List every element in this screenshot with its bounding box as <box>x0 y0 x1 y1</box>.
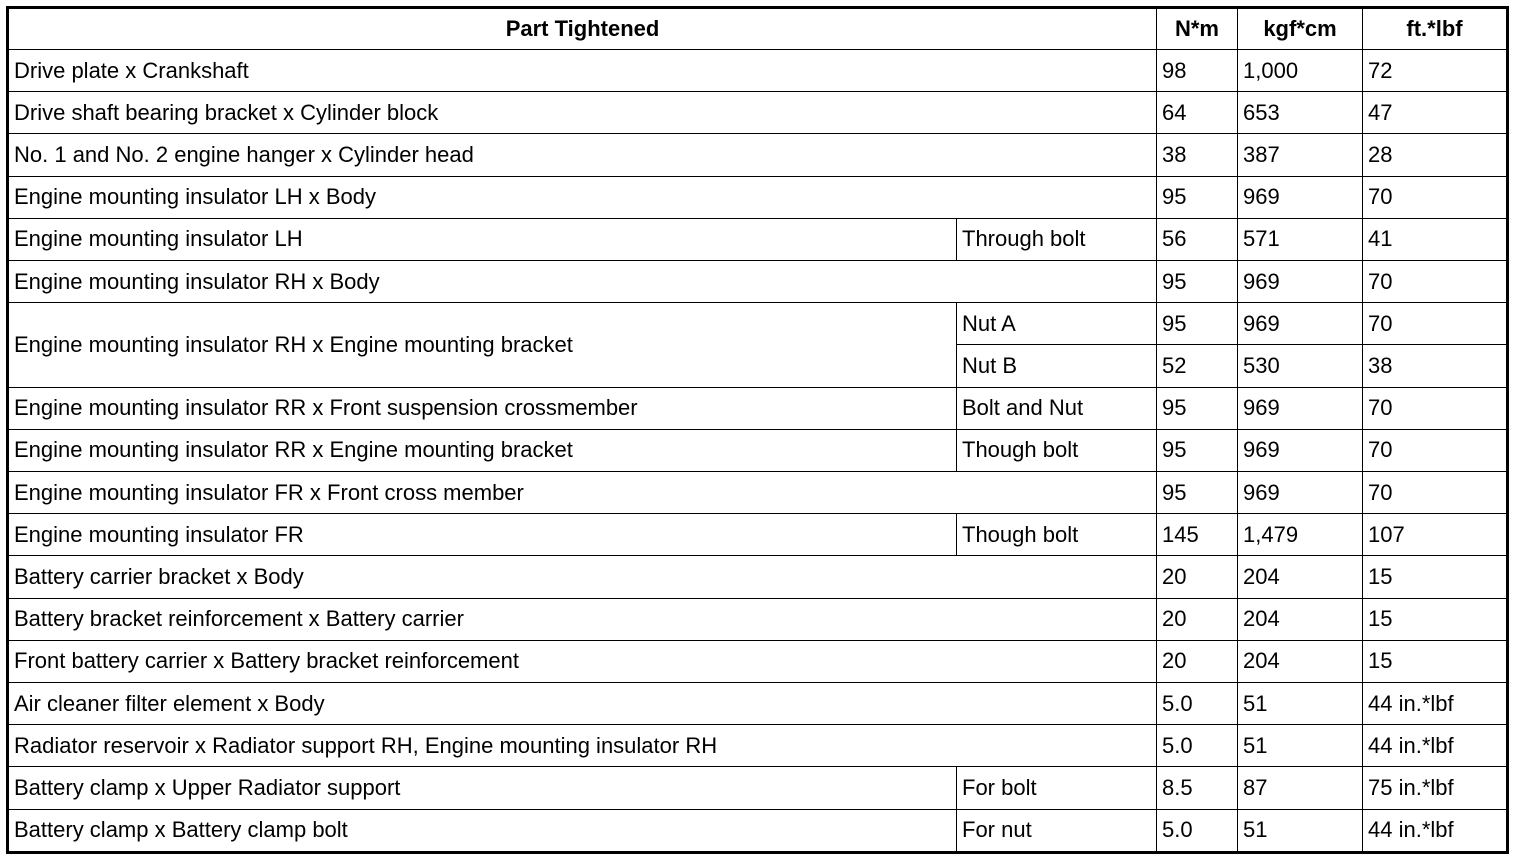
nm-cell: 64 <box>1157 92 1238 134</box>
part-cell: Air cleaner filter element x Body <box>8 683 1157 725</box>
ft-cell: 70 <box>1363 429 1508 471</box>
table-row <box>8 556 1508 598</box>
nm-cell: 5.0 <box>1157 809 1238 852</box>
table-row <box>8 134 1508 176</box>
ft-cell: 15 <box>1363 598 1508 640</box>
nm-cell: 56 <box>1157 218 1238 260</box>
nm-cell: 5.0 <box>1157 683 1238 725</box>
nm-cell: 98 <box>1157 50 1238 92</box>
part-cell: Engine mounting insulator FR <box>8 514 957 556</box>
nm-cell: 20 <box>1157 598 1238 640</box>
kgf-cell: 969 <box>1238 472 1363 514</box>
kgf-cell: 969 <box>1238 176 1363 218</box>
table-row <box>8 429 1508 471</box>
part-cell: Front battery carrier x Battery bracket reinforcement <box>8 640 1157 682</box>
detail-cell: Bolt and Nut <box>957 387 1157 429</box>
detail-cell: Nut A <box>957 303 1157 345</box>
nm-cell: 95 <box>1157 261 1238 303</box>
ft-cell: 75 in.*lbf <box>1363 767 1508 809</box>
kgf-cell: 571 <box>1238 218 1363 260</box>
nm-cell: 38 <box>1157 134 1238 176</box>
table-row <box>8 640 1508 682</box>
kgf-cell: 969 <box>1238 303 1363 345</box>
nm-cell: 95 <box>1157 387 1238 429</box>
header-kgf-cm: kgf*cm <box>1238 8 1363 50</box>
kgf-cell: 204 <box>1238 598 1363 640</box>
part-cell: Drive shaft bearing bracket x Cylinder block <box>8 92 1157 134</box>
table-row <box>8 261 1508 303</box>
ft-cell: 15 <box>1363 556 1508 598</box>
kgf-cell: 969 <box>1238 261 1363 303</box>
kgf-cell: 51 <box>1238 683 1363 725</box>
kgf-cell: 969 <box>1238 387 1363 429</box>
ft-cell: 44 in.*lbf <box>1363 683 1508 725</box>
ft-cell: 28 <box>1363 134 1508 176</box>
table-row <box>8 303 1508 345</box>
nm-cell: 5.0 <box>1157 725 1238 767</box>
nm-cell: 20 <box>1157 640 1238 682</box>
nm-cell: 145 <box>1157 514 1238 556</box>
detail-cell: Though bolt <box>957 429 1157 471</box>
kgf-cell: 387 <box>1238 134 1363 176</box>
table-row <box>8 176 1508 218</box>
part-cell: Battery clamp x Battery clamp bolt <box>8 809 957 852</box>
part-cell: Engine mounting insulator RH x Body <box>8 261 1157 303</box>
kgf-cell: 530 <box>1238 345 1363 387</box>
part-cell: Engine mounting insulator FR x Front cross member <box>8 472 1157 514</box>
header-part-tightened: Part Tightened <box>8 8 1157 50</box>
part-cell: Engine mounting insulator LH <box>8 218 957 260</box>
part-cell: Battery carrier bracket x Body <box>8 556 1157 598</box>
kgf-cell: 51 <box>1238 725 1363 767</box>
kgf-cell: 51 <box>1238 809 1363 852</box>
nm-cell: 8.5 <box>1157 767 1238 809</box>
table-row <box>8 767 1508 809</box>
detail-cell: Though bolt <box>957 514 1157 556</box>
header-ft-lbf: ft.*lbf <box>1363 8 1508 50</box>
table-row <box>8 92 1508 134</box>
ft-cell: 38 <box>1363 345 1508 387</box>
detail-cell: Nut B <box>957 345 1157 387</box>
ft-cell: 70 <box>1363 261 1508 303</box>
ft-cell: 107 <box>1363 514 1508 556</box>
detail-cell: Through bolt <box>957 218 1157 260</box>
nm-cell: 95 <box>1157 472 1238 514</box>
table-row <box>8 598 1508 640</box>
kgf-cell: 204 <box>1238 640 1363 682</box>
kgf-cell: 87 <box>1238 767 1363 809</box>
nm-cell: 52 <box>1157 345 1238 387</box>
part-cell: No. 1 and No. 2 engine hanger x Cylinder head <box>8 134 1157 176</box>
ft-cell: 70 <box>1363 387 1508 429</box>
part-cell: Engine mounting insulator RR x Front suspension crossmember <box>8 387 957 429</box>
ft-cell: 47 <box>1363 92 1508 134</box>
part-cell: Battery bracket reinforcement x Battery carrier <box>8 598 1157 640</box>
header-row <box>8 8 1508 50</box>
part-cell: Radiator reservoir x Radiator support RH, Engine mounting insulator RH <box>8 725 1157 767</box>
nm-cell: 95 <box>1157 303 1238 345</box>
part-cell: Battery clamp x Upper Radiator support <box>8 767 957 809</box>
table-row <box>8 50 1508 92</box>
detail-cell: For nut <box>957 809 1157 852</box>
ft-cell: 70 <box>1363 472 1508 514</box>
torque-spec-table <box>6 6 1509 854</box>
table-row <box>8 809 1508 852</box>
ft-cell: 44 in.*lbf <box>1363 725 1508 767</box>
part-cell: Drive plate x Crankshaft <box>8 50 1157 92</box>
table-row <box>8 472 1508 514</box>
kgf-cell: 969 <box>1238 429 1363 471</box>
kgf-cell: 1,000 <box>1238 50 1363 92</box>
header-nm: N*m <box>1157 8 1238 50</box>
part-cell: Engine mounting insulator RH x Engine mounting bracket <box>8 303 957 387</box>
ft-cell: 41 <box>1363 218 1508 260</box>
kgf-cell: 653 <box>1238 92 1363 134</box>
table-row <box>8 387 1508 429</box>
kgf-cell: 204 <box>1238 556 1363 598</box>
table-row <box>8 218 1508 260</box>
nm-cell: 20 <box>1157 556 1238 598</box>
nm-cell: 95 <box>1157 176 1238 218</box>
detail-cell: For bolt <box>957 767 1157 809</box>
ft-cell: 72 <box>1363 50 1508 92</box>
ft-cell: 44 in.*lbf <box>1363 809 1508 852</box>
table-row <box>8 514 1508 556</box>
ft-cell: 70 <box>1363 176 1508 218</box>
table-row <box>8 725 1508 767</box>
nm-cell: 95 <box>1157 429 1238 471</box>
table-row <box>8 683 1508 725</box>
ft-cell: 15 <box>1363 640 1508 682</box>
ft-cell: 70 <box>1363 303 1508 345</box>
part-cell: Engine mounting insulator LH x Body <box>8 176 1157 218</box>
part-cell: Engine mounting insulator RR x Engine mounting bracket <box>8 429 957 471</box>
kgf-cell: 1,479 <box>1238 514 1363 556</box>
